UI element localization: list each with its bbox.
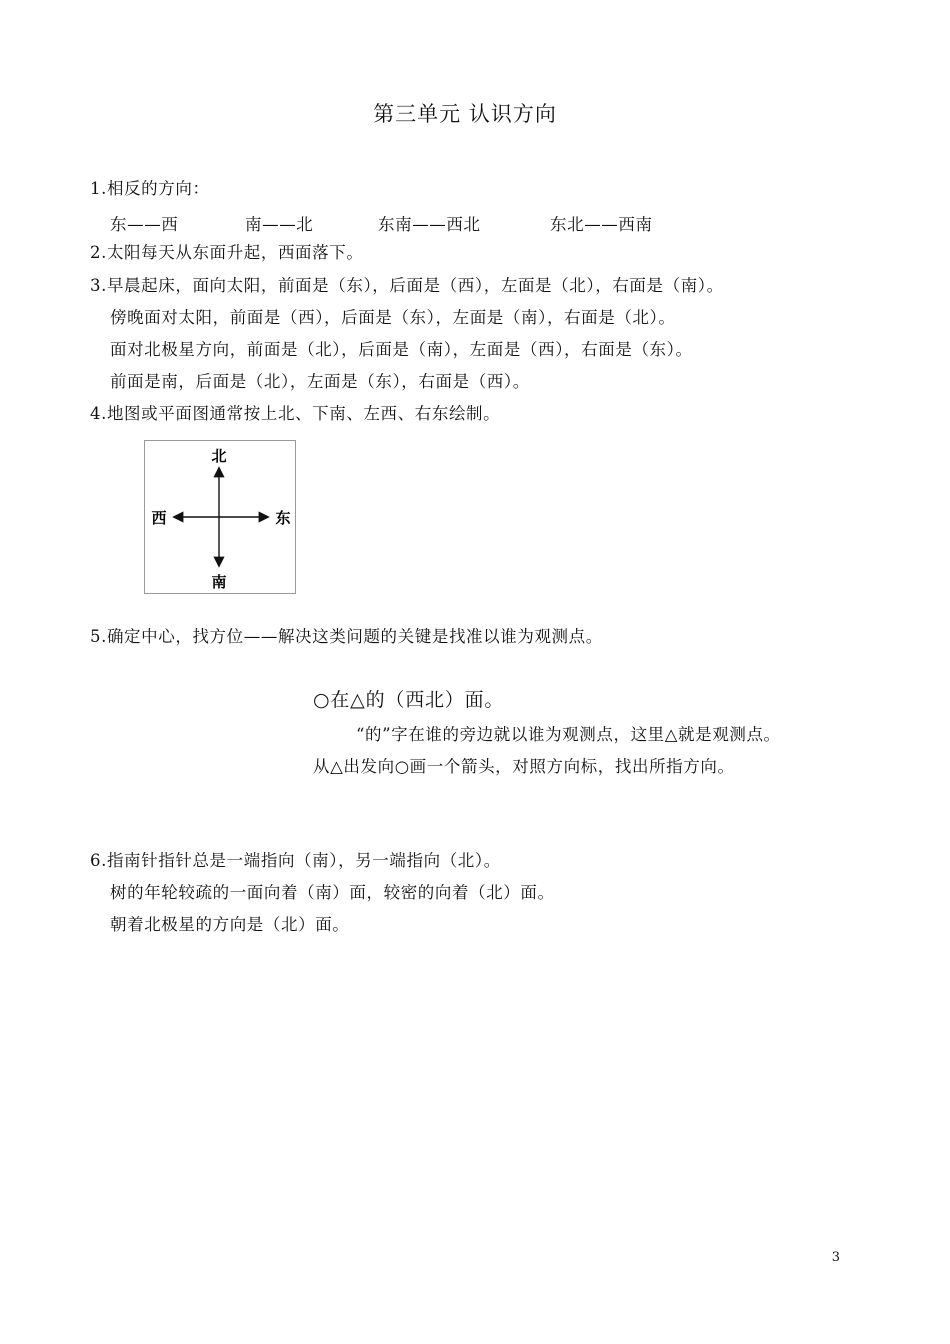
compass-svg — [145, 441, 295, 593]
opposite-pair: 东北——西南 — [550, 215, 653, 234]
item-3-line: 傍晚面对太阳，前面是（西），后面是（东），左面是（南），右面是（北）。 — [110, 308, 676, 327]
item-5-heading: 5.确定中心，找方位——解决这类问题的关键是找准以谁为观测点。 — [90, 627, 603, 646]
compass-diagram — [144, 440, 296, 594]
north-label: 北 — [211, 447, 227, 465]
page-number: 3 — [831, 1250, 840, 1265]
item-6-line: 朝着北极星的方向是（北）面。 — [110, 915, 350, 934]
item-2-text: 2.太阳每天从东面升起，西面落下。 — [90, 243, 364, 262]
east-label: 东 — [275, 509, 291, 527]
item-5-example: ○在△的（西北）面。 — [313, 689, 505, 711]
item-6-line: 树的年轮较疏的一面向着（南）面，较密的向着（北）面。 — [110, 883, 555, 902]
item-5-note: “的”字在谁的旁边就以谁为观测点，这里△就是观测点。 — [356, 725, 781, 744]
west-label: 西 — [151, 509, 167, 527]
south-label: 南 — [211, 573, 227, 591]
item-5-method: 从△出发向○画一个箭头，对照方向标，找出所指方向。 — [313, 757, 735, 776]
item-3-line: 3.早晨起床，面向太阳，前面是（东），后面是（西），左面是（北），右面是（南）。 — [90, 276, 724, 295]
item-4-text: 4.地图或平面图通常按上北、下南、左西、右东绘制。 — [90, 404, 501, 423]
item-1-heading: 1.相反的方向： — [90, 179, 210, 198]
page-title: 第三单元 认识方向 — [373, 102, 557, 126]
opposite-pair: 南——北 — [245, 215, 314, 234]
item-3-line: 面对北极星方向，前面是（北），后面是（南），左面是（西），右面是（东）。 — [110, 340, 693, 359]
opposite-pair: 东——西 — [110, 215, 179, 234]
opposite-pair: 东南——西北 — [378, 215, 481, 234]
item-3-line: 前面是南，后面是（北），左面是（东），右面是（西）。 — [110, 372, 530, 391]
item-6-line: 6.指南针指针总是一端指向（南），另一端指向（北）。 — [90, 851, 501, 870]
